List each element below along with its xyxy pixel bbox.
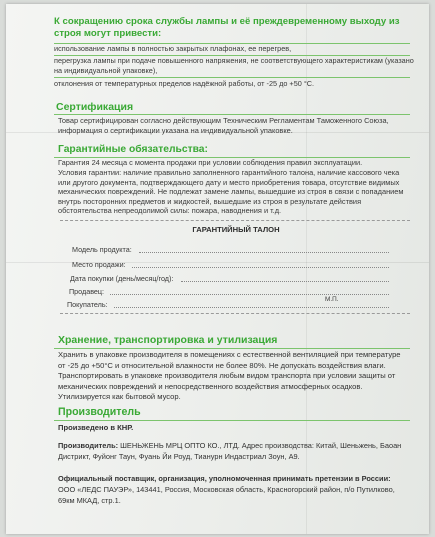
coupon-field-buyer: Покупатель: [67, 300, 108, 309]
certification-title: Сертификация [56, 101, 134, 113]
coupon-field-model: Модель продукта: [72, 245, 132, 254]
made-in: Произведено в КНР. [58, 423, 134, 432]
warranty-title: Гарантийные обязательства: [58, 144, 208, 155]
storage-text: Хранить в упаковке производителя в помещениях с естественной вентиляцией при температуре от -25 до +50°С и относительной влажности не более 80%. Не допускать воздействия влаги. Транспортировать в упаковке производителя любым видом транспорта при условии защиты от механических повреждений и непосредственного воздействия атмосферных осадков. Утилизируется как бытовой мусор. [58, 350, 401, 401]
coupon-field-line [132, 267, 389, 268]
coupon-field-line [110, 294, 389, 295]
coupon-field-line [114, 307, 389, 308]
maker-text: ШЕНЬЖЕНЬ МРЦ ОПТО КО., ЛТД. Адрес производства: Китай, Шеньжень, Баоан Дистрикт, Фуйонг Таун, Фуань Йи Роуд, Тианурн Индастриал Зоун, А9. [58, 441, 402, 461]
cause-item: использование лампы в полностью закрытых плафонах, ее перегрев, [54, 44, 292, 53]
supplier-text: ООО «ЛЕДС ПАУЭР», 143441, Россия, Московская область, Красногорский район, п/о Путилково, 69км МКАД, стр.1. [58, 485, 395, 505]
coupon-cut-line [60, 220, 410, 221]
divider [54, 77, 410, 78]
coupon-field-date: Дата покупки (день/месяц/год): [70, 274, 174, 283]
cause-item: перегрузка лампы при подаче повышенного напряжения, не соответствующего характеристикам (указано на индивидуальной упаковке), [54, 56, 414, 75]
manufacturer-title: Производитель [58, 406, 141, 418]
cause-item: отклонения от температурных пределов надёжной работы, от -25 до +50 °С. [54, 79, 315, 88]
supplier-label: Официальный поставщик, организация, уполномоченная принимать претензии в России: [58, 474, 391, 483]
divider [54, 348, 410, 349]
coupon-field-seller: Продавец: [69, 287, 105, 296]
certification-text: Товар сертифицирован согласно действующим Техническим Регламентам Таможенного Союза, информация о сертификации указана на индивидуальной упаковке. [58, 116, 389, 135]
maker-info [58, 441, 410, 462]
warranty-conditions: Условия гарантии: наличие правильно заполненного гарантийного талона, наличие кассового чека или другого документа, подтверждающего дату и место приобретения товара, отсутствие видимых механических повреждений. Не подлежат замене лампы, вышедшие из строя в связи с попаданием внутрь посторонних предметов и жидкостей, вышедшие из строя в результате действия обстоятельства непреодолимой силы: пожара, наводнения и т.д. [58, 168, 404, 216]
stamp-label: М.П. [325, 296, 339, 303]
divider [54, 420, 410, 421]
coupon-field-line [181, 281, 389, 282]
coupon-field-place: Место продажи: [72, 260, 126, 269]
divider [54, 114, 410, 115]
paper-fold [6, 262, 429, 263]
coupon-cut-line [60, 313, 410, 314]
warranty-term: Гарантия 24 месяца с момента продажи при условии соблюдения правил эксплуатации. [58, 158, 363, 167]
instruction-leaflet [6, 4, 429, 534]
maker-label: Производитель: [58, 441, 119, 450]
lifespan-heading: К сокращению срока службы лампы и её преждевременному выходу из строя могут привести: [54, 16, 400, 39]
coupon-title: ГАРАНТИЙНЫЙ ТАЛОН [192, 225, 280, 234]
coupon-field-line [139, 252, 389, 253]
storage-title: Хранение, транспортировка и утилизация [58, 334, 278, 346]
